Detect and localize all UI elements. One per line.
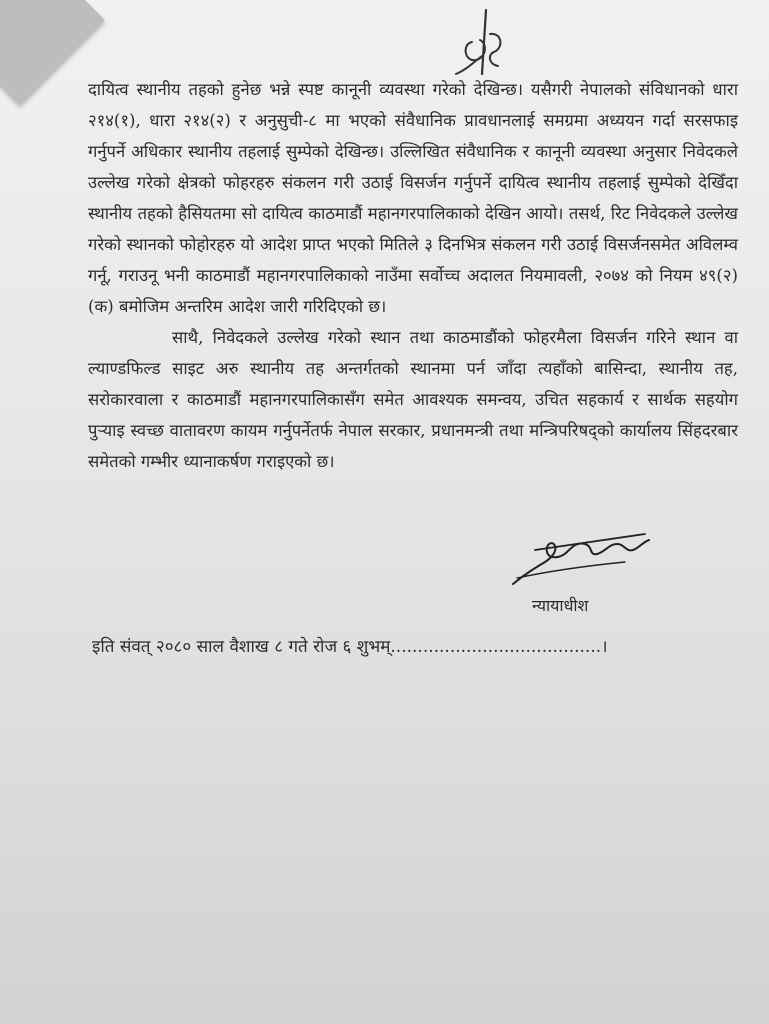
paragraph-1: दायित्व स्थानीय तहको हुनेछ भन्ने स्पष्ट कानूनी व्यवस्था गरेको देखिन्छ। यसैगरी नेपालको संविधानको धारा २१४(१), धारा २१४(२) र अनुसुची-८ मा भएको संवैधानिक प्रावधानलाई समग्रमा अध्ययन गर्दा सरसफाइ गर्नुपर्ने अधिकार स्थानीय तहलाई सुम्पेको देखिन्छ। उल्लिखित संवैधानिक र कानूनी व्यवस्था अनुसार निवेदकले उल्लेख गरेको क्षेत्रको फोहरहरु संकलन गरी उठाई विसर्जन गर्नुपर्ने दायित्व स्थानीय तहलाई सुम्पेको देखिँदा स्थानीय तहको हैसियतमा सो दायित्व काठमाडौं महानगरपालिकाको देखिन आयो। तसर्थ, रिट निवेदकले उल्लेख गरेको स्थानको फोहोरहरु यो आदेश प्राप्त भएको मितिले ३ दिनभित्र संकलन गरी उठाई विसर्जनसमेत अविलम्व गर्नू, गराउनू भनी काठमाडौं महानगरपालिकाको नाउँमा सर्वोच्च अदालत नियमावली, २०७४ को नियम ४९(२)(क) बमोजिम अन्तरिम आदेश जारी गरिदिएको छ। (88, 80, 738, 316)
judge-signature (505, 522, 655, 592)
signer-title: न्यायाधीश (532, 596, 589, 615)
handwritten-page-number (452, 4, 508, 84)
order-body (88, 74, 738, 477)
paragraph-2: साथै, निवेदकले उल्लेख गरेको स्थान तथा काठमाडौंको फोहरमैला विसर्जन गरिने स्थान वा ल्याण्डफिल्ड साइट अरु स्थानीय तह अन्तर्गतको स्थानमा पर्न जाँदा त्यहाँको बासिन्दा, स्थानीय तह, सरोकारवाला र काठमाडौं महानगरपालिकासँग समेत आवश्यक समन्वय, उचित सहकार्य र सार्थक सहयोग पुऱ्याइ स्वच्छ वातावरण कायम गर्नुपर्नेतर्फ नेपाल सरकार, प्रधानमन्त्री तथा मन्त्रिपरिषद्को कार्यालय सिंहदरबार समेतको गम्भीर ध्यानाकर्षण गराइएको छ। (88, 328, 738, 471)
closing-line: इति संवत् २०८० साल वैशाख ८ गते रोज ६ शुभम्.......................................। (92, 637, 608, 657)
